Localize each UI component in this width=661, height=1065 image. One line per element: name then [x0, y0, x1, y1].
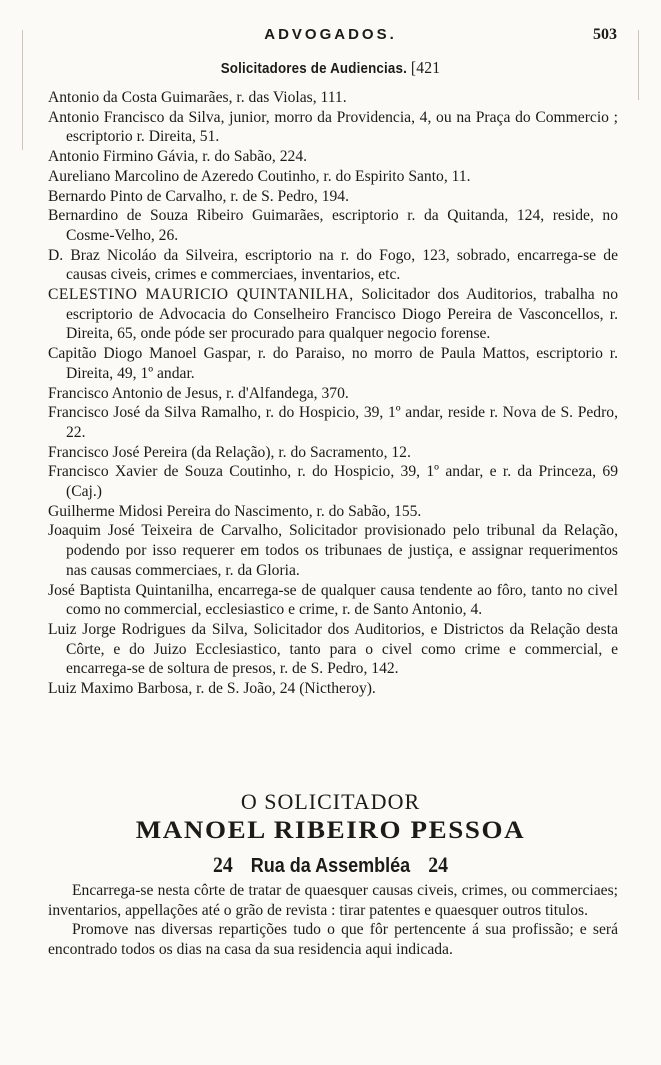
list-item	[48, 187, 618, 207]
list-item	[48, 167, 618, 187]
list-item	[48, 403, 618, 442]
advert-body	[48, 881, 618, 959]
running-head-title: ADVOGADOS.	[264, 26, 397, 43]
entry-text: Antonio Firmino Gávia, r. do Sabão, 224.	[48, 148, 308, 166]
entry-text: Francisco Xavier de Souza Coutinho, r. do Hospicio, 39, 1º andar, e r. da Princeza, 69 (Caj.)	[48, 463, 618, 501]
list-item	[48, 88, 618, 108]
section-reference: [421	[410, 58, 441, 77]
list-item	[48, 384, 618, 404]
section-heading	[26, 58, 634, 78]
list-item	[48, 108, 618, 147]
list-item	[48, 620, 618, 679]
list-item	[48, 581, 618, 620]
entry-text: Francisco José da Silva Ramalho, r. do Hospicio, 39, 1º andar, reside r. Nova de S. Pedro, 22.	[48, 404, 618, 441]
list-item	[48, 344, 618, 383]
entry-text: Aureliano Marcolino de Azeredo Coutinho, r. do Espirito Santo, 11.	[48, 167, 471, 185]
entry-text: Joaquim José Teixeira de Carvalho, Solicitador provisionado pelo tribunal da Relação, podendo por isso requerer em todos os tribunaes de justiça, e assignar requerimentos nas causas commerciaes, r. da Gloria.	[48, 522, 618, 579]
entry-text: Antonio Francisco da Silva, junior, morro da Providencia, 4, ou na Praça do Commercio ; escriptorio r. Direita, 51.	[48, 108, 618, 146]
entry-text: Bernardo Pinto de Carvalho, r. de S. Pedro, 194.	[48, 187, 350, 205]
advert-number-right: 24	[428, 852, 448, 877]
list-item	[48, 443, 618, 463]
advert-street: Rua da Assembléa	[250, 855, 411, 877]
list-item	[48, 462, 618, 501]
advert-heading: O SOLICITADOR	[240, 789, 421, 814]
entry-text: José Baptista Quintanilha, encarrega-se de qualquer causa tendente ao fôro, tanto no civel como no commercial, ecclesiastico e crime, r. de Santo Antonio, 4.	[48, 581, 618, 619]
entry-text: Francisco José Pereira (da Relação), r. do Sacramento, 12.	[48, 443, 411, 461]
list-item	[48, 521, 618, 580]
entry-text: Capitão Diogo Manoel Gaspar, r. do Paraiso, no morro de Paula Mattos, escriptorio r. Direita, 49, 1º andar.	[48, 345, 618, 382]
page-number: 503	[593, 26, 617, 43]
list-item	[48, 206, 618, 245]
list-item	[48, 246, 618, 285]
entry-text: Luiz Maximo Barbosa, r. de S. João, 24 (Nictheroy).	[48, 680, 376, 698]
entry-text: Antonio da Costa Guimarães, r. das Violas, 111.	[48, 89, 347, 106]
entry-text: Francisco Antonio de Jesus, r. d'Alfandega, 370.	[48, 384, 349, 402]
advert-number-left: 24	[212, 852, 233, 877]
entry-text: Solicitador dos Auditorios, trabalha no escriptorio de Advocacia do Conselheiro Francisco Diogo Pereira de Vasconcellos, r. Direita, 65, onde póde ser procurado para qualquer negocio forense.	[66, 286, 618, 343]
entry-text: D. Braz Nicoláo da Silveira, escriptorio na r. do Fogo, 123, sobrado, encarrega-se de causas civeis, crimes e commerciaes, inventarios, etc.	[48, 246, 618, 284]
solicitor-list	[48, 88, 618, 699]
entry-text: Luiz Jorge Rodrigues da Silva, Solicitador dos Auditorios, e Districtos da Relação desta Côrte, e do Juizo Ecclesiastico, tanto para o civel como crime e commercial, e encarrega-se de soltura de presos, r. de S. Pedro, 142.	[48, 620, 618, 678]
list-item	[48, 147, 618, 167]
advert-address	[33, 852, 628, 878]
entry-name: CELESTINO MAURICIO QUINTANILHA,	[48, 286, 354, 304]
section-title: Solicitadores de Audiencias.	[220, 61, 407, 77]
list-item	[48, 285, 618, 344]
entry-text: Bernardino de Souza Ribeiro Guimarães, escriptorio r. da Quitanda, 124, reside, no Cosme-Velho, 26.	[48, 207, 618, 244]
scan-margin-mark	[22, 30, 23, 150]
running-head	[0, 24, 661, 48]
list-item	[48, 679, 618, 699]
advert-name: MANOEL RIBEIRO PESSOA	[135, 817, 526, 844]
advert-paragraph: Encarrega-se nesta côrte de tratar de quaesquer causas civeis, crimes, ou commerciaes; inventarios, appellações até o grão de revista : tirar patentes e quaesquer outros titulos.	[48, 882, 618, 919]
advert-paragraph: Promove nas diversas repartições tudo o que fôr pertencente á sua profissão; e será encontrado todos os dias na casa da sua residencia aqui indicada.	[48, 921, 618, 958]
entry-text: Guilherme Midosi Pereira do Nascimento, r. do Sabão, 155.	[48, 502, 422, 520]
list-item	[48, 502, 618, 522]
